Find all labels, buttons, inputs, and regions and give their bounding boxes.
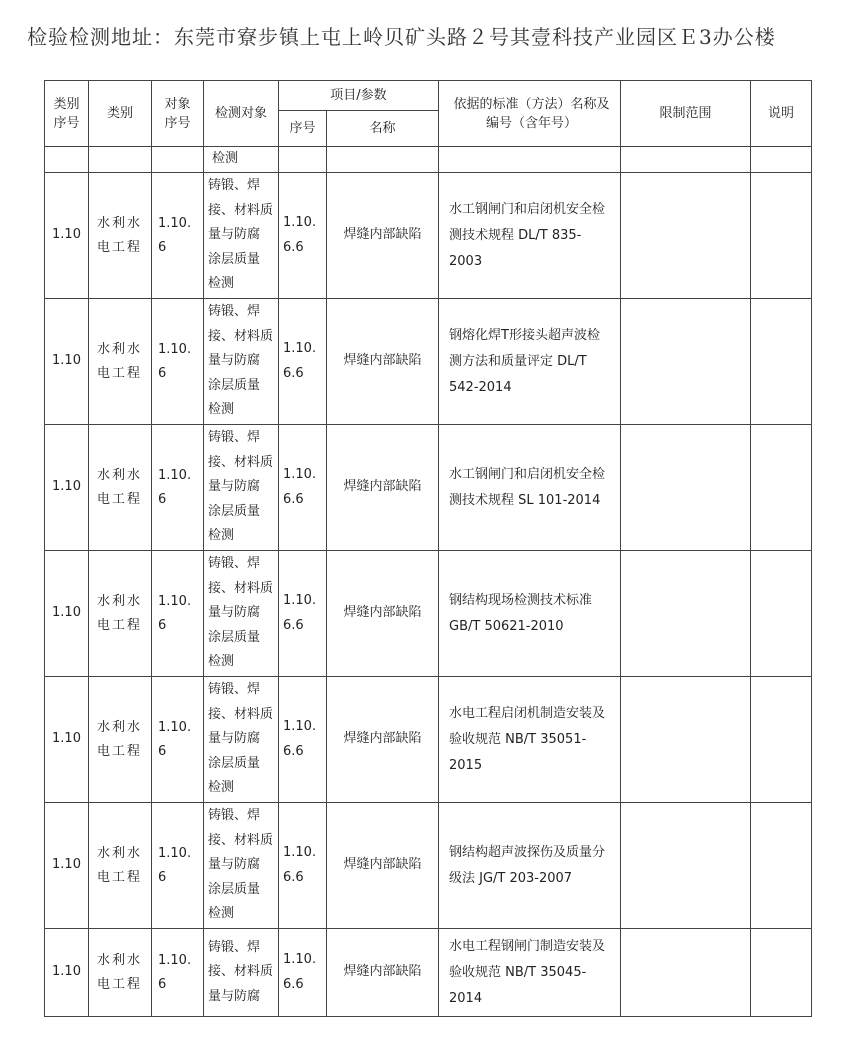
item-name-cell: 焊缝内部缺陷 (327, 425, 439, 551)
object-cell: 铸锻、焊 接、材料质 量与防腐 涂层质量 检测 (204, 803, 279, 929)
header-limit: 限制范围 (621, 81, 751, 147)
item-seq-cell: 1.10. 6.6 (279, 677, 327, 803)
limit-cell (621, 929, 751, 1017)
header-standard: 依据的标准（方法）名称及 编号（含年号） (439, 81, 621, 147)
header-seq: 序号 (279, 111, 327, 147)
item-seq-cell: 1.10. 6.6 (279, 803, 327, 929)
note-cell (751, 803, 812, 929)
header-object: 检测对象 (204, 81, 279, 147)
table-row (45, 929, 812, 1017)
cat-no-cell: 1.10 (45, 677, 89, 803)
header-note: 说明 (751, 81, 812, 147)
standard-cell: 钢结构超声波探伤及质量分 级法 JG/T 203-2007 (439, 803, 621, 929)
cat-no-cell: 1.10 (45, 929, 89, 1017)
header-name: 名称 (327, 111, 439, 147)
header-category: 类别 (89, 81, 152, 147)
object-cell: 铸锻、焊 接、材料质 量与防腐 涂层质量 检测 (204, 425, 279, 551)
item-name-cell: 焊缝内部缺陷 (327, 677, 439, 803)
category-cell: 水利水 电工程 (89, 173, 152, 299)
object-no-cell: 1.10. 6 (152, 551, 204, 677)
table-row (45, 803, 812, 929)
category-cell: 水利水 电工程 (89, 929, 152, 1017)
limit-cell (621, 677, 751, 803)
standard-cell: 钢结构现场检测技术标准 GB/T 50621-2010 (439, 551, 621, 677)
item-name-cell: 焊缝内部缺陷 (327, 803, 439, 929)
note-cell (751, 299, 812, 425)
category-cell: 水利水 电工程 (89, 803, 152, 929)
object-no-cell: 1.10. 6 (152, 425, 204, 551)
item-name-cell: 焊缝内部缺陷 (327, 173, 439, 299)
note-cell (751, 425, 812, 551)
object-no-cell: 1.10. 6 (152, 803, 204, 929)
limit-cell (621, 803, 751, 929)
note-cell (751, 929, 812, 1017)
category-cell: 水利水 电工程 (89, 299, 152, 425)
category-cell: 水利水 电工程 (89, 677, 152, 803)
object-cell: 铸锻、焊 接、材料质 量与防腐 涂层质量 检测 (204, 677, 279, 803)
table-row (45, 299, 812, 425)
note-cell (751, 173, 812, 299)
standard-cell: 水工钢闸门和启闭机安全检 测技术规程 DL/T 835-2003 (439, 173, 621, 299)
item-seq-cell: 1.10. 6.6 (279, 551, 327, 677)
item-name-cell: 焊缝内部缺陷 (327, 551, 439, 677)
address-header: 检验检测地址：东莞市寮步镇上屯上岭贝矿头路２号其壹科技产业园区Ｅ3办公楼 (27, 25, 776, 49)
cat-no-cell: 1.10 (45, 425, 89, 551)
object-cell: 铸锻、焊 接、材料质 量与防腐 涂层质量 检测 (204, 551, 279, 677)
item-seq-cell: 1.10. 6.6 (279, 425, 327, 551)
note-cell (751, 551, 812, 677)
cat-no-cell: 1.10 (45, 299, 89, 425)
table-row (45, 173, 812, 299)
object-no-cell: 1.10. 6 (152, 929, 204, 1017)
standard-cell: 水电工程启闭机制造安装及 验收规范 NB/T 35051-2015 (439, 677, 621, 803)
item-name-cell: 焊缝内部缺陷 (327, 299, 439, 425)
object-cell: 铸锻、焊 接、材料质 量与防腐 涂层质量 检测 (204, 173, 279, 299)
object-cell: 铸锻、焊 接、材料质 量与防腐 (204, 929, 279, 1017)
cat-no-cell: 1.10 (45, 551, 89, 677)
cat-no-cell: 1.10 (45, 173, 89, 299)
standard-cell: 水电工程钢闸门制造安装及 验收规范 NB/T 35045-2014 (439, 929, 621, 1017)
limit-cell (621, 425, 751, 551)
table-row (45, 677, 812, 803)
object-no-cell: 1.10. 6 (152, 173, 204, 299)
table-row (45, 425, 812, 551)
item-name-cell: 焊缝内部缺陷 (327, 929, 439, 1017)
table-row (45, 551, 812, 677)
header-cat-no: 类别 序号 (45, 81, 89, 147)
limit-cell (621, 299, 751, 425)
object-no-cell: 1.10. 6 (152, 299, 204, 425)
note-cell (751, 677, 812, 803)
standard-cell: 钢熔化焊T形接头超声波检 测方法和质量评定 DL/T 542-2014 (439, 299, 621, 425)
object-fragment: 检测 (204, 147, 279, 173)
item-seq-cell: 1.10. 6.6 (279, 299, 327, 425)
category-cell: 水利水 电工程 (89, 425, 152, 551)
cat-no-cell: 1.10 (45, 803, 89, 929)
limit-cell (621, 551, 751, 677)
object-cell: 铸锻、焊 接、材料质 量与防腐 涂层质量 检测 (204, 299, 279, 425)
header-obj-no: 对象 序号 (152, 81, 204, 147)
item-seq-cell: 1.10. 6.6 (279, 173, 327, 299)
item-seq-cell: 1.10. 6.6 (279, 929, 327, 1017)
header-item-param: 项目/参数 (279, 81, 439, 111)
limit-cell (621, 173, 751, 299)
standard-cell: 水工钢闸门和启闭机安全检 测技术规程 SL 101-2014 (439, 425, 621, 551)
object-no-cell: 1.10. 6 (152, 677, 204, 803)
inspection-table (44, 80, 812, 1017)
category-cell: 水利水 电工程 (89, 551, 152, 677)
